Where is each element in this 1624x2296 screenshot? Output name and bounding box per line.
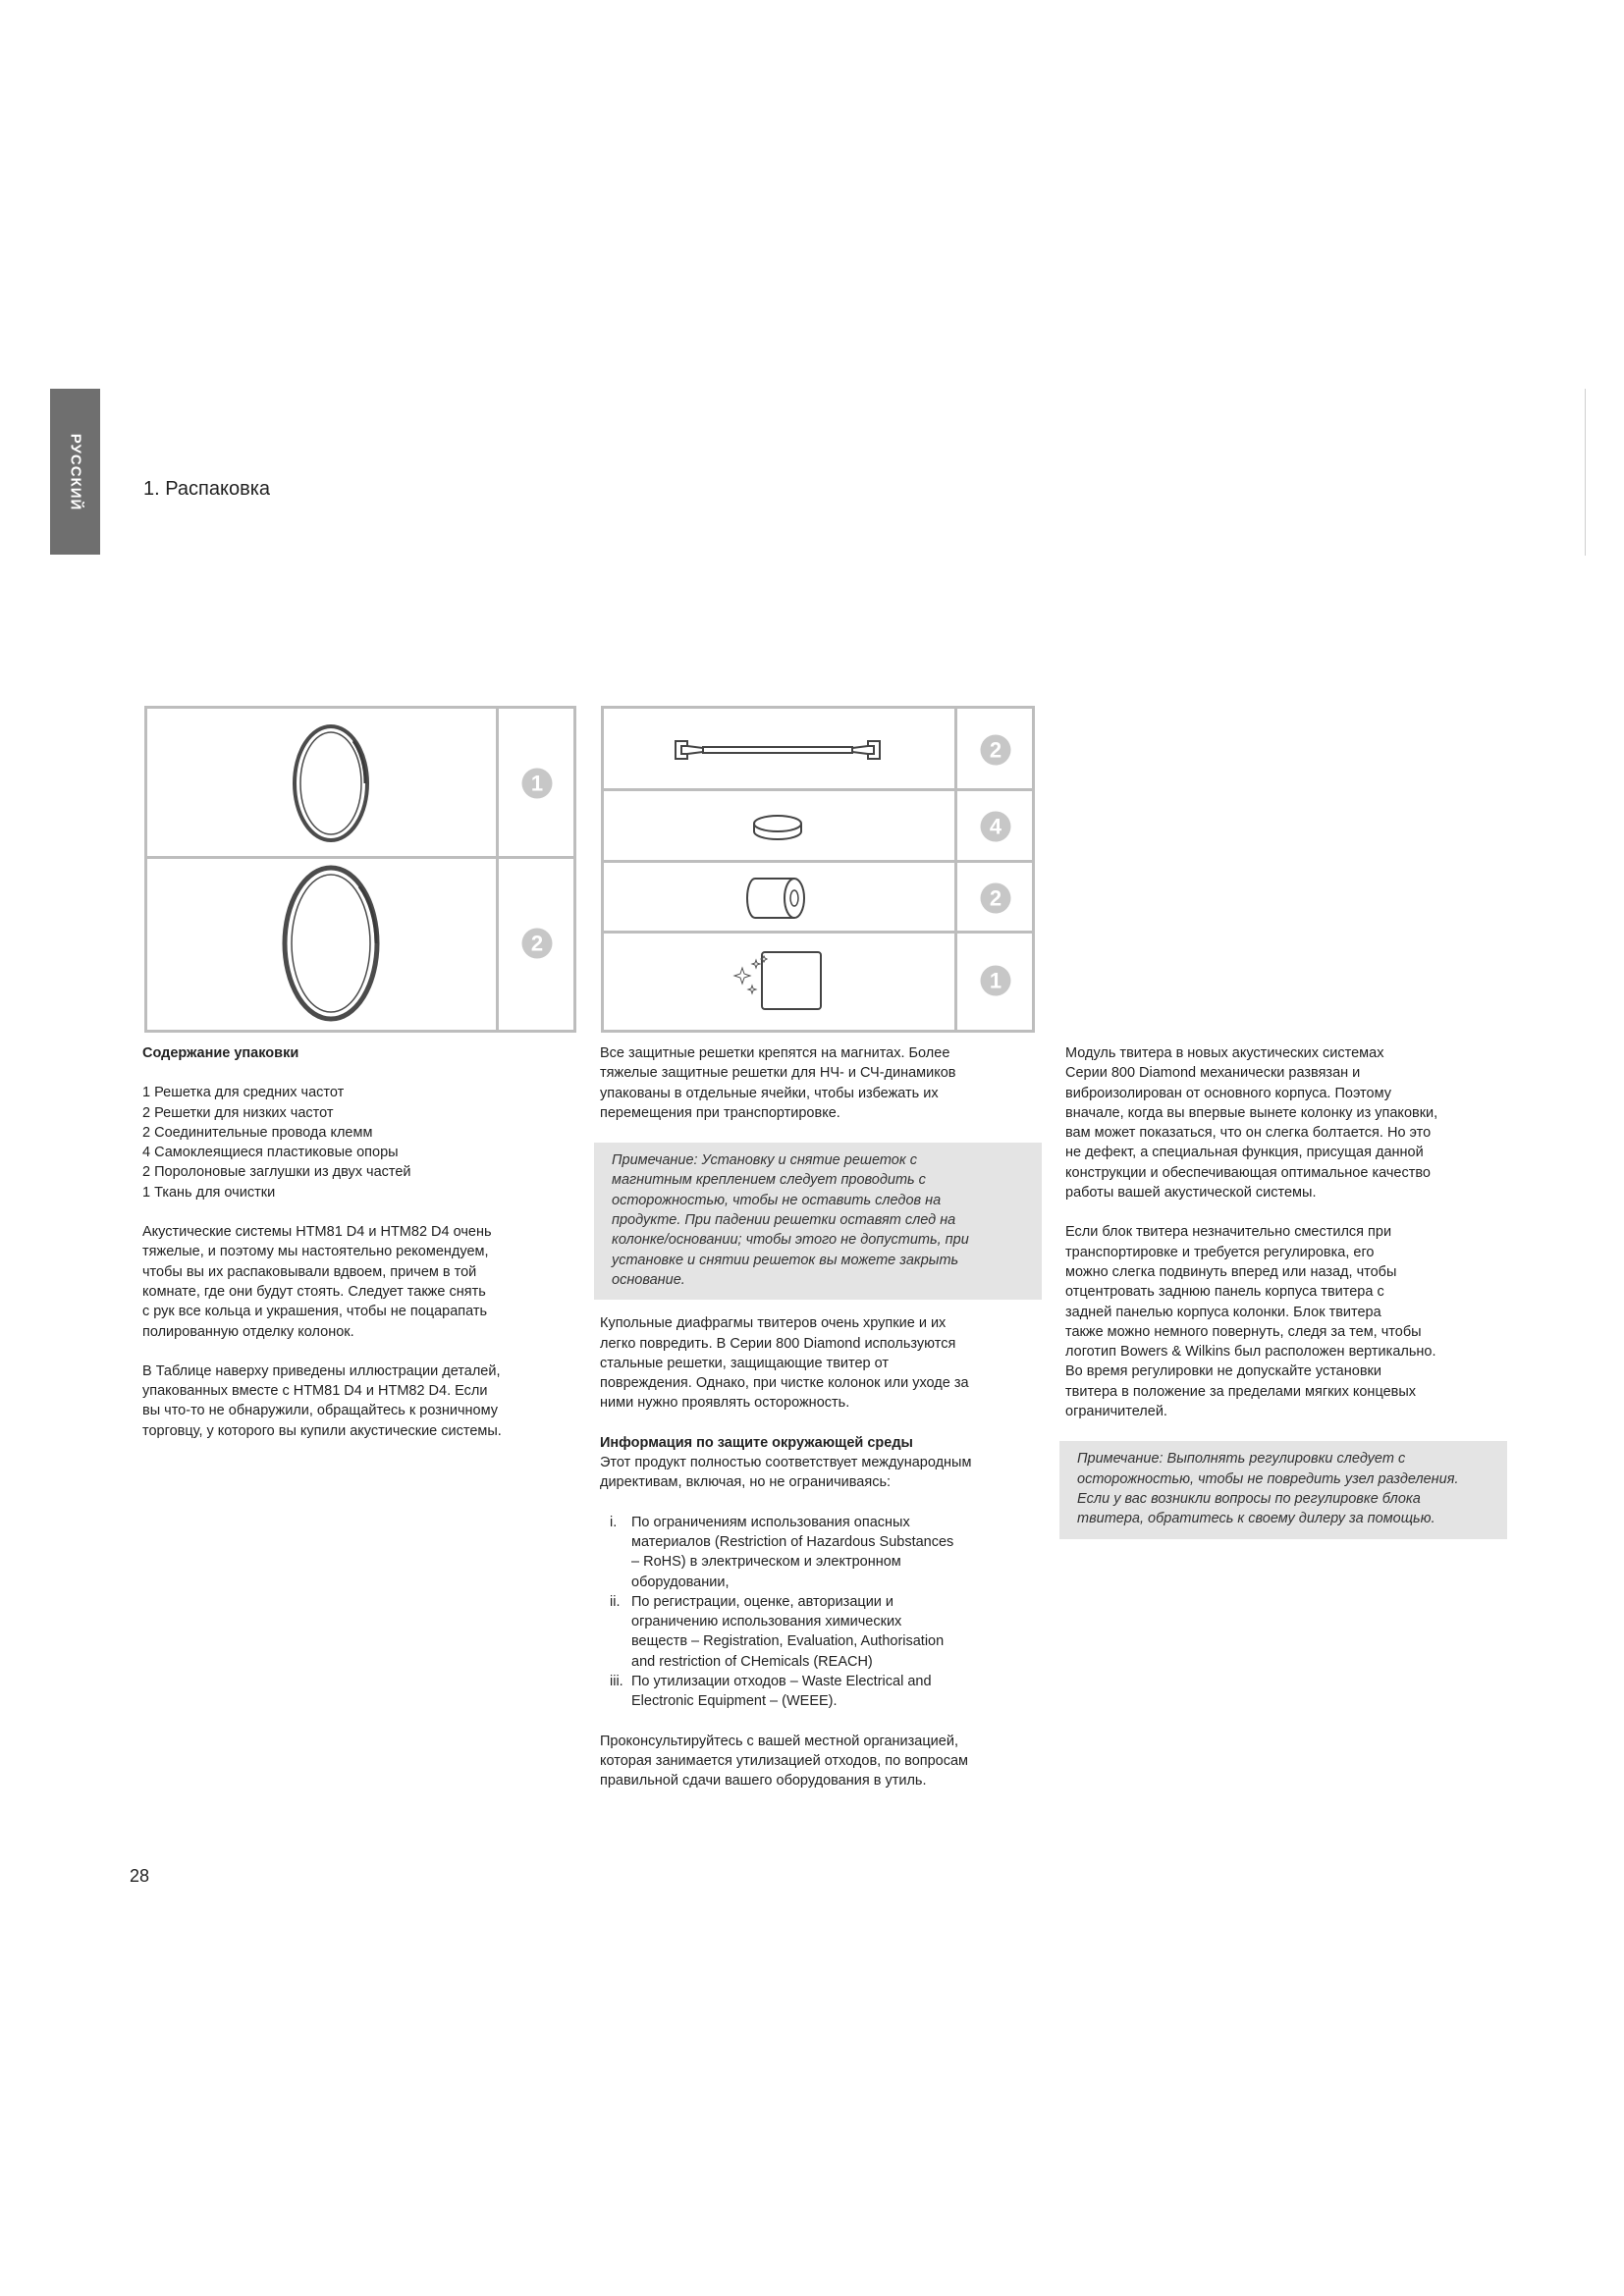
package-contents-list: 1 Решетка для средних частот 2 Решетки для низких частот 2 Соединительные провода клемм 4 Самоклеящиеся пластиковые опоры 2 Поролоновые заглушки из двух частей 1 Ткань для очистки — [142, 1085, 411, 1201]
list-item — [610, 1672, 1042, 1712]
contents-table-grilles — [144, 706, 576, 1033]
quantity-badge: 2 — [981, 735, 1011, 766]
quantity-badge: 4 — [981, 812, 1011, 842]
environment-heading: Информация по защите окружающей среды — [600, 1434, 913, 1451]
text-column-1 — [142, 1043, 574, 1441]
text-column-3 — [1065, 1043, 1507, 1539]
table-row — [604, 709, 1032, 791]
quantity-badge: 1 — [522, 769, 553, 799]
language-tab-label: РУССКИЙ — [67, 433, 83, 510]
list-item-text: По регистрации, оценке, авторизации и ограничению использования химических веществ – Registration, Evaluation, Authorisation and restriction of CHemicals (REACH) — [631, 1593, 945, 1670]
paragraph: Все защитные решетки крепятся на магнитах. Более тяжелые защитные решетки для НЧ- и СЧ-динамиков упакованы в отдельные ячейки, чтобы избежать их перемещения при транспортировке. — [600, 1045, 956, 1121]
tweeter-note: Примечание: Выполнять регулировки следует с осторожностью, чтобы не повредить узел разделения. Если у вас возникли вопросы по регулировке блока твитера, обратитесь к своему дилеру за помощью. — [1059, 1441, 1507, 1538]
paragraph: Модуль твитера в новых акустических системах Серии 800 Diamond механически развязан и виброизолирован от основного корпуса. Поэтому вначале, когда вы впервые вынете колонку из упаковки, вам может показаться, что он слегка болтается. Но это не дефект, а специальная функция, присущая данной конструкции и обеспечивающая оптимальное качество работы вашей акустической системы. — [1065, 1045, 1438, 1201]
paragraph: Купольные диафрагмы твитеров очень хрупкие и их легко повредить. В Серии 800 Diamond используются стальные решетки, защищающие твитер от повреждения. Однако, при чистке колонок или уходе за ними нужно проявлять осторожность. — [600, 1315, 969, 1412]
terminal-link-cable-icon — [674, 735, 882, 765]
paragraph: Если блок твитера незначительно сместился при транспортировке и требуется регулировка, его можно слегка подвинуть вперед или назад, чтобы отцентровать заднюю панель корпуса твитера с задней панелью корпуса колонки. Блок твитера также можно немного повернуть, следя за тем, чтобы логотип Bowers & Wilkins был расположен вертикально. Во время регулировки не допускайте установки твитера в положение за пределами мягких концевых ограничителей. — [1065, 1224, 1436, 1420]
right-edge-rule — [1585, 389, 1586, 556]
paragraph: Акустические системы HTM81 D4 и HTM82 D4 очень тяжелые, и поэтому мы настоятельно рекомендуем, чтобы вы их распаковывали вдвоем, причем в той комнате, где они будут стоять. Следует также снять с рук все кольца и украшения, чтобы не поцарапать полированную отделку колонок. — [142, 1224, 492, 1340]
foam-plug-icon — [743, 875, 812, 922]
table-row — [604, 863, 1032, 934]
list-item — [610, 1592, 1042, 1672]
quantity-badge: 2 — [522, 929, 553, 959]
text-column-2 — [600, 1043, 1042, 1791]
list-item-text: По утилизации отходов – Waste Electrical and Electronic Equipment – (WEEE). — [631, 1674, 932, 1710]
table-row — [147, 859, 573, 1030]
list-marker: iii. — [610, 1674, 623, 1690]
contents-table-accessories — [601, 706, 1035, 1033]
quantity-badge: 1 — [981, 966, 1011, 996]
list-item — [610, 1513, 1042, 1592]
grille-note: Примечание: Установку и снятие решеток с магнитным креплением следует проводить с осторожностью, чтобы не оставить следов на продукте. При падении решетки оставят след на колонке/основании; чтобы этого не допустить, при установке и снятии решеток вы можете закрыть основание. — [594, 1143, 1042, 1300]
language-tab — [50, 389, 100, 555]
table-row — [604, 791, 1032, 863]
list-marker: ii. — [610, 1593, 621, 1610]
bass-grille-icon — [277, 860, 385, 1027]
environment-intro: Этот продукт полностью соответствует международным директивам, включая, но не ограничиваясь: — [600, 1455, 972, 1491]
paragraph: В Таблице наверху приведены иллюстрации деталей, упакованных вместе с HTM81 D4 и HTM82 D4. Если вы что-то не обнаружили, обращайтесь к розничному торговцу, у которого вы купили акустические системы. — [142, 1362, 502, 1439]
plastic-foot-icon — [748, 810, 807, 843]
page-number: 28 — [130, 1866, 150, 1886]
table-row — [604, 934, 1032, 1030]
list-item-text: По ограничениям использования опасных материалов (Restriction of Hazardous Substances – RoHS) в электрическом и электронном оборудовании, — [631, 1514, 954, 1590]
section-title: 1. Распаковка — [143, 478, 271, 500]
paragraph: Проконсультируйтесь с вашей местной организацией, которая занимается утилизацией отходов, по вопросам правильной сдачи вашего оборудования в утиль. — [600, 1733, 969, 1789]
list-marker: i. — [610, 1514, 618, 1530]
quantity-badge: 2 — [981, 883, 1011, 914]
table-row — [147, 709, 573, 859]
mid-frequency-grille-icon — [287, 720, 375, 847]
cleaning-cloth-icon — [729, 946, 827, 1015]
package-contents-heading: Содержание упаковки — [142, 1045, 299, 1061]
